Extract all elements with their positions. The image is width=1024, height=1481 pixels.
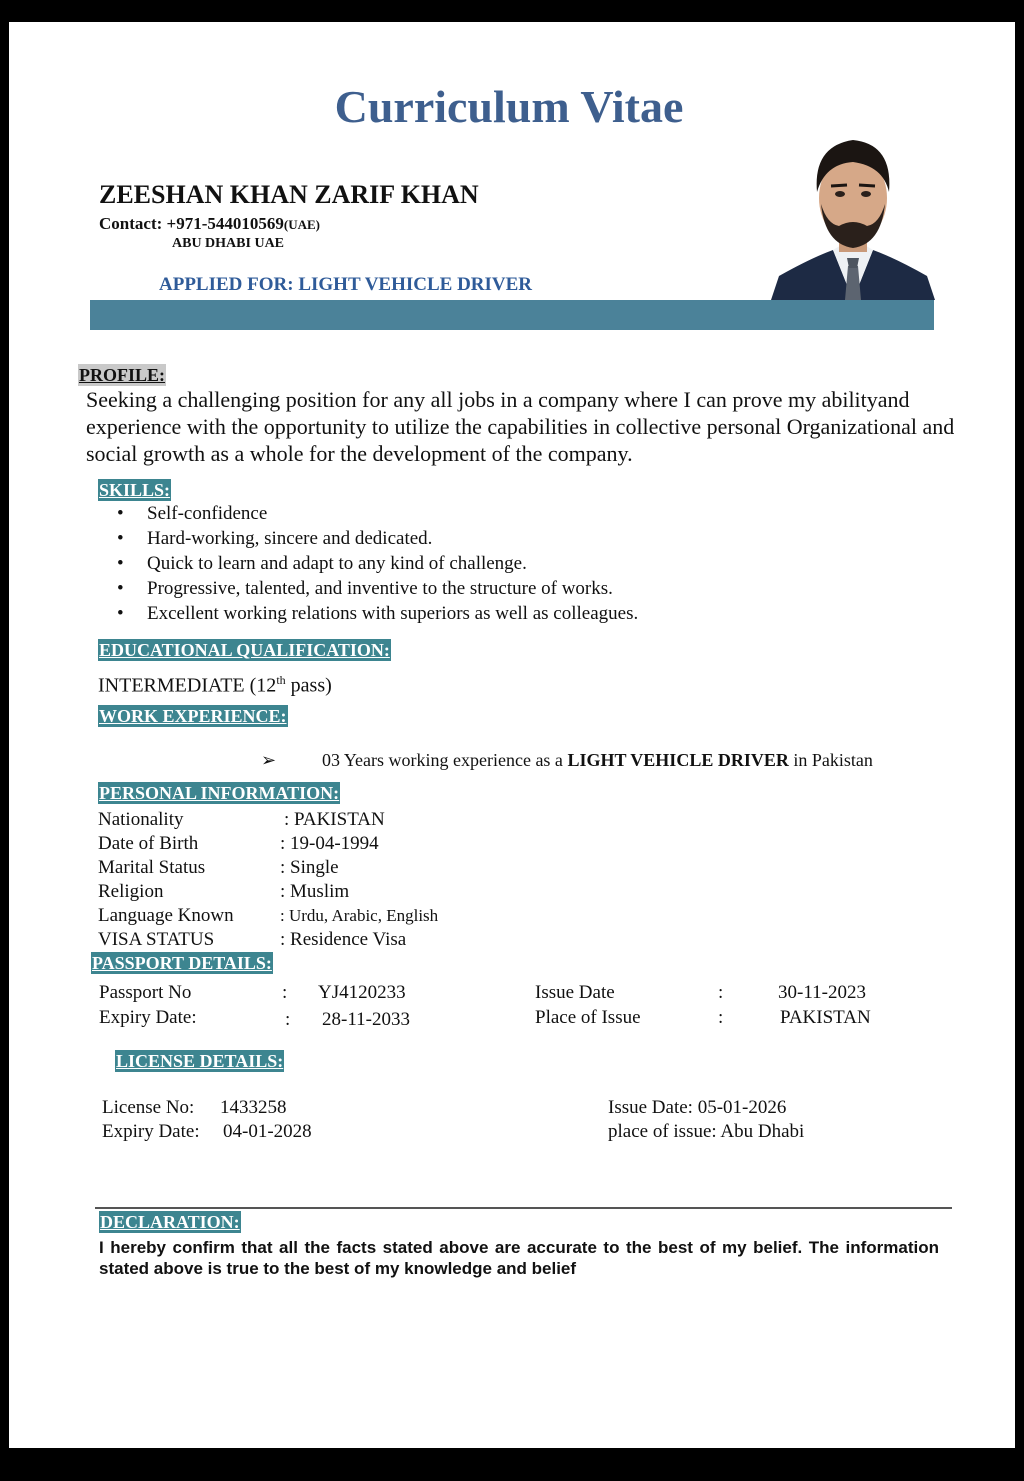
info-value: : Single — [280, 857, 339, 878]
education-suffix: pass) — [285, 674, 332, 697]
info-value: : 19-04-1994 — [280, 833, 379, 854]
table-row — [98, 928, 518, 952]
bullet-icon: • — [117, 603, 124, 624]
work-prefix: 03 Years working experience as a — [322, 750, 568, 770]
place-of-issue: PAKISTAN — [780, 1007, 871, 1028]
table-row — [98, 856, 518, 880]
separator: : — [718, 1007, 724, 1028]
skill-text: Hard-working, sincere and dedicated. — [147, 528, 433, 549]
skill-text: Excellent working relations with superiors as well as colleagues. — [147, 603, 639, 624]
info-label: VISA STATUS — [98, 929, 215, 950]
table-row — [98, 904, 518, 928]
work-suffix: in Pakistan — [788, 750, 873, 770]
profile-photo — [771, 126, 935, 300]
education-heading: EDUCATIONAL QUALIFICATION: — [99, 640, 390, 660]
license-number: 1433258 — [220, 1097, 287, 1118]
table-row — [98, 808, 518, 832]
list-item — [117, 501, 638, 526]
table-row — [98, 832, 518, 856]
bullet-icon: • — [117, 578, 124, 599]
place-of-issue-label: Place of Issue — [535, 1007, 641, 1028]
separator: : — [285, 1009, 291, 1030]
skills-heading: SKILLS: — [99, 480, 171, 500]
expiry-date: 28-11-2033 — [322, 1009, 410, 1030]
license-heading: LICENSE DETAILS: — [116, 1051, 284, 1071]
bullet-icon: • — [117, 553, 124, 574]
city: ABU DHABI UAE — [172, 236, 285, 251]
profile-heading: PROFILE: — [79, 365, 166, 385]
list-item — [117, 551, 638, 576]
passport-number-label: Passport No — [99, 982, 192, 1003]
skill-text: Quick to learn and adapt to any kind of challenge. — [147, 553, 527, 574]
contact-label: Contact: — [99, 214, 163, 233]
issue-date: 30-11-2023 — [778, 982, 866, 1003]
list-item — [117, 601, 638, 626]
header-banner — [90, 300, 934, 330]
candidate-name: ZEESHAN KHAN ZARIF KHAN — [99, 180, 479, 209]
education-entry — [98, 673, 332, 698]
table-row — [102, 1096, 922, 1120]
expiry-date-label: Expiry Date: — [99, 1007, 197, 1028]
declaration-heading: DECLARATION: — [100, 1212, 240, 1232]
table-row — [99, 1006, 919, 1031]
info-value: : Muslim — [280, 881, 350, 902]
info-label: Nationality — [98, 809, 184, 830]
education-sup: th — [276, 673, 286, 687]
info-value: : Urdu, Arabic, English — [280, 906, 439, 925]
list-item — [117, 576, 638, 601]
license-place: place of issue: Abu Dhabi — [608, 1121, 805, 1142]
contact-line — [99, 214, 320, 234]
license-number-label: License No: — [102, 1097, 195, 1118]
skill-text: Progressive, talented, and inventive to the structure of works. — [147, 578, 613, 599]
education-level: INTERMEDIATE (12 — [98, 674, 277, 697]
separator: : — [282, 982, 288, 1003]
info-label: Language Known — [98, 905, 234, 926]
bullet-icon: • — [117, 503, 124, 524]
passport-heading: PASSPORT DETAILS: — [92, 953, 272, 973]
personal-info-table — [98, 808, 518, 952]
document-title: Curriculum Vitae — [334, 81, 684, 132]
declaration-text: I hereby confirm that all the facts stated above are accurate to the best of my belief. The information stated above is true to the best of my knowledge and belief — [99, 1238, 939, 1278]
license-details — [102, 1096, 922, 1144]
license-issue-date: Issue Date: 05-01-2026 — [608, 1097, 787, 1118]
cv-page — [9, 22, 1015, 1448]
license-expiry-label: Expiry Date: — [102, 1121, 200, 1142]
info-value: : Residence Visa — [280, 929, 407, 950]
info-label: Religion — [98, 881, 164, 902]
license-expiry: 04-01-2028 — [223, 1121, 312, 1142]
passport-details — [99, 981, 919, 1031]
personal-heading: PERSONAL INFORMATION: — [99, 783, 340, 803]
info-value: : PAKISTAN — [284, 809, 385, 830]
separator: : — [718, 982, 724, 1003]
table-row — [98, 880, 518, 904]
work-entry — [261, 750, 873, 771]
work-heading: WORK EXPERIENCE: — [99, 706, 287, 726]
skill-text: Self-confidence — [147, 503, 268, 524]
info-label: Date of Birth — [98, 833, 199, 854]
applied-for: APPLIED FOR: LIGHT VEHICLE DRIVER — [159, 274, 533, 295]
arrow-bullet-icon: ➢ — [261, 750, 277, 770]
work-role: LIGHT VEHICLE DRIVER — [567, 750, 789, 770]
bullet-icon: • — [117, 528, 124, 549]
table-row — [99, 981, 919, 1006]
list-item — [117, 526, 638, 551]
issue-date-label: Issue Date — [535, 982, 615, 1003]
phone-country: (UAE) — [283, 217, 320, 232]
skills-list — [117, 501, 638, 626]
info-label: Marital Status — [98, 857, 206, 878]
phone-number: +971-544010569 — [166, 214, 284, 233]
table-row — [102, 1120, 922, 1144]
profile-text: Seeking a challenging position for any all jobs in a company where I can prove my abilityand experience with the opportunity to utilize the capabilities in collective personal Organizational and social growth as a whole for the development of the company. — [86, 387, 955, 466]
passport-number: YJ4120233 — [318, 982, 406, 1003]
divider — [95, 1207, 952, 1209]
